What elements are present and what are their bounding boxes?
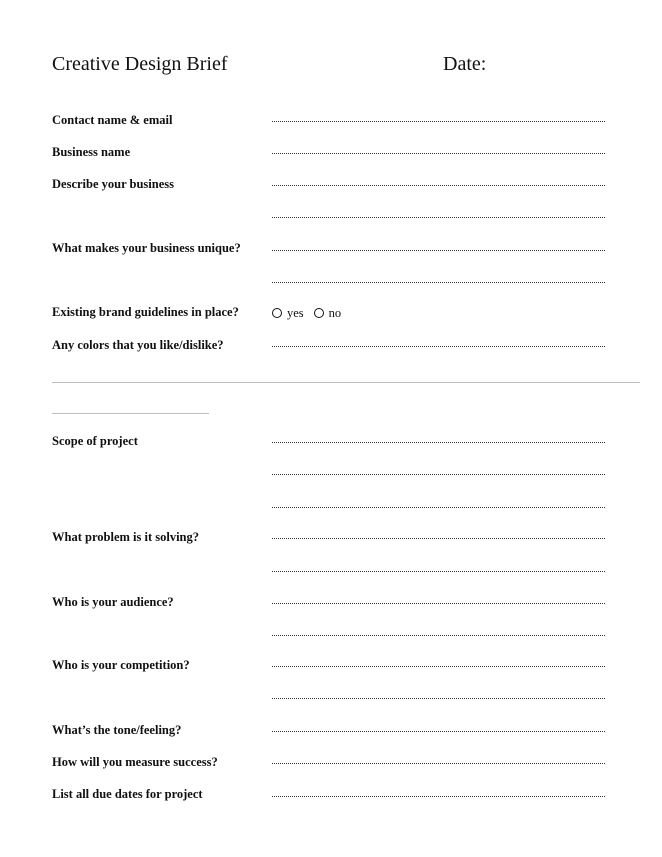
audience-field-1[interactable] [272, 603, 605, 604]
due-dates-field[interactable] [272, 796, 605, 797]
page-title: Creative Design Brief [52, 53, 228, 75]
colors-field[interactable] [272, 346, 605, 347]
colors-label: Any colors that you like/dislike? [52, 338, 224, 352]
radio-yes[interactable] [272, 305, 304, 321]
radio-circle-icon [314, 308, 324, 318]
scope-label: Scope of project [52, 434, 138, 448]
problem-field-2[interactable] [272, 571, 605, 572]
scope-field-3[interactable] [272, 507, 605, 508]
unique-field-2[interactable] [272, 282, 605, 283]
describe-business-field-2[interactable] [272, 217, 605, 218]
brand-guidelines-radio-group [272, 305, 351, 321]
success-field[interactable] [272, 763, 605, 764]
describe-business-field-1[interactable] [272, 185, 605, 186]
radio-no[interactable] [314, 305, 342, 321]
problem-field-1[interactable] [272, 538, 605, 539]
problem-label: What problem is it solving? [52, 530, 200, 544]
competition-field-1[interactable] [272, 666, 605, 667]
business-name-label: Business name [52, 145, 131, 159]
competition-field-2[interactable] [272, 698, 605, 699]
scope-field-2[interactable] [272, 474, 605, 475]
brand-guidelines-label: Existing brand guidelines in place? [52, 305, 239, 319]
subsection-divider [52, 413, 209, 414]
contact-label: Contact name & email [52, 113, 173, 127]
competition-label: Who is your competition? [52, 658, 190, 672]
contact-field[interactable] [272, 121, 605, 122]
radio-yes-label: yes [287, 306, 304, 320]
audience-field-2[interactable] [272, 635, 605, 636]
success-label: How will you measure success? [52, 755, 218, 769]
tone-label: What’s the tone/feeling? [52, 723, 182, 737]
section-divider [52, 382, 640, 383]
tone-field[interactable] [272, 731, 605, 732]
radio-circle-icon [272, 308, 282, 318]
due-dates-label: List all due dates for project [52, 787, 203, 801]
unique-label: What makes your business unique? [52, 241, 241, 255]
radio-no-label: no [328, 306, 342, 320]
date-label: Date: [443, 53, 487, 75]
business-name-field[interactable] [272, 153, 605, 154]
describe-business-label: Describe your business [52, 177, 175, 191]
audience-label: Who is your audience? [52, 595, 174, 609]
scope-field-1[interactable] [272, 442, 605, 443]
unique-field-1[interactable] [272, 250, 605, 251]
